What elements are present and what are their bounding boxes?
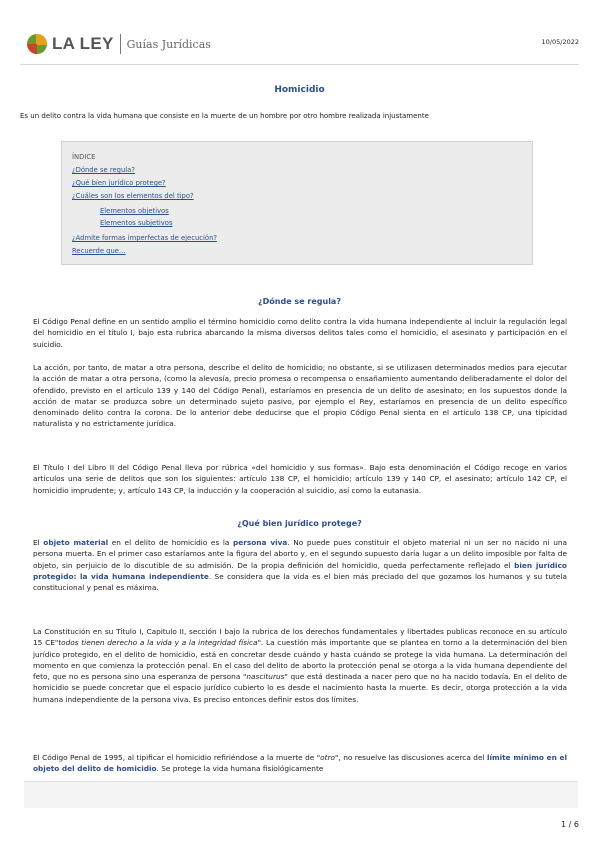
paragraph [33,752,567,775]
la-ley-logo[interactable] [27,32,211,56]
index-link-recuerde-que[interactable]: Recuerde que... [72,247,126,255]
highlight-term: objeto material [43,538,109,547]
paragraph-text: en el delito de homicidio es la [108,538,234,547]
paragraph-text: . Se considera que la vida es el bien más preciado del que gozamos los humanos y su tutela constitucional y penal es máxima. [33,571,567,593]
document-title: Homicidio [274,85,325,95]
brand-subtitle: Guías Jurídicas [126,37,211,51]
paragraph-text: El Código Penal de 1995, al tipificar el homicidio refiriéndose a la muerte de " [33,753,321,762]
italic-term: nasciturus [246,672,285,682]
header-divider [20,64,579,65]
paragraph [33,626,567,705]
highlight-term: bien jurídico protegido: la vida humana independiente [33,560,567,581]
paragraph-text: La Constitución en su Titulo I, Capitulo II, sección I bajo la rubrica de los derechos fundamentales y libertades publicas reconoce en su artículo 15 CE" [33,627,567,648]
section-heading-donde-se-regula: ¿Dónde se regula? [258,297,341,306]
index-link-elementos-subjetivos[interactable]: Elementos subjetivos [100,219,173,227]
table-of-contents [61,141,533,265]
page-number: 1 / 6 [561,820,579,829]
index-link-bien-juridico[interactable]: ¿Qué bien jurídico protege? [72,179,166,187]
brand-name: LA LEY [52,34,114,53]
paragraph-text: El Código Penal define en un sentido amplio el término homicidio como delito contra la vida humana independiente al incluir la regulación legal del homicidio en el título I, bajo esta rubrica abarcando la misma diversos delitos tales como el homicidio, el asesinato y participación en el suicidio. [33,317,567,349]
logo-divider [120,34,121,54]
paragraph [33,462,567,496]
paragraph-text: El [33,538,44,547]
paragraph-text: " que está destinada a nacer pero que no ha nacido todavía. En el delito de homicidio se puede concretar que el espacio jurídico cubierto lo es desde el nacimiento hasta la muerte. Es decir, otorga protección a la vida humana independiente de la persona viva. Es preciso entonces definir estos dos límites. [33,672,567,704]
paragraph [33,316,567,350]
paragraph-text: La acción, por tanto, de matar a otra persona, describe el delito de homicidio; no obstante, si se utilizasen determinados medios para ejecutar la acción de matar a otra persona, (como la alevosía, precio promesa o recompensa o ensañamiento aumentando deliberadamente el dolor del ofendido, previsto en el artículo 139 y 140 del Código Penal), estaríamos en presencia de un delito de asesinato; en los supuestos donde la acción de matar se produzca sobre un determinado sujeto pasivo, por ejemplo el Rey, estaríamos en presencia de un delito específico denominado delito contra la corona. De lo anterior debe deducirse que el propio Código Penal sienta en el artículo 138 CP, una tipicidad naturalista y no estrictamente jurídica. [33,363,567,429]
document-date: 10/05/2022 [541,38,579,46]
page-header [27,30,579,60]
index-link-donde-se-regula[interactable]: ¿Dónde se regula? [72,166,135,174]
la-ley-emblem-icon [27,34,47,54]
italic-term: otro [320,753,336,762]
index-link-elementos-del-tipo[interactable]: ¿Cuáles son los elementos del tipo? [72,192,194,200]
highlight-term: límite mínimo en el objeto del delito de homicidio [33,753,568,774]
index-heading: ÍNDICE [72,153,96,161]
section-heading-bien-juridico: ¿Qué bien jurídico protege? [237,519,362,528]
page-footer-band [24,781,578,808]
paragraph-text: . Se protege la vida humana fisiológicamente [156,764,324,774]
index-link-elementos-objetivos[interactable]: Elementos objetivos [100,207,169,215]
paragraph-text: . No puede pues constituir el objeto material ni un ser no nacido ni una persona muerta. En el primer caso estaríamos ante la figura del aborto y, en el segundo supuesto daría lugar a un delito imposible por falta de objeto, sin perjuicio de lo discutible de su admisión. De la propia definición del homicidio, queda perfectamente reflejado el [33,538,568,570]
italic-quote: todos tienen derecho a la vida y a la integridad física [58,638,258,648]
document-intro: Es un delito contra la vida humana que consiste en la muerte de un hombre por otro hombre realizada injustamente [20,112,429,120]
highlight-term: persona viva [233,538,288,547]
paragraph-text: ", no resuelve las discusiones acerca del [335,753,487,762]
paragraph [33,362,567,430]
index-link-formas-imperfectas[interactable]: ¿Admite formas imperfectas de ejecución? [72,234,217,242]
paragraph-text: El Título I del Libro II del Código Penal lleva por rúbrica «del homicidio y sus formas». Bajo esta denominación el Código recoge en varios artículos una serie de delitos que son los siguientes: artículo 138 CP, el homicidio; artículo 139 y 140 CP, el asesinato; artículo 142 CP, el homicidio imprudente; y, artículo 143 CP, la inducción y la cooperación al suicidio, así como la eutanasia. [33,463,567,495]
paragraph-text: ". La cuestión más importante que se plantea en torno a la determinación del bien jurídico protegido, en el delito de homicidio, está en concretar desde cuándo y hasta cuándo se protege la vida humana. La determinación del momento en que comienza la protección penal. En el caso del delito de aborto la protección penal se otorga a la vida humana dependiente del feto, que no es persona sino una esperanza de persona " [33,638,567,682]
paragraph [33,537,567,593]
